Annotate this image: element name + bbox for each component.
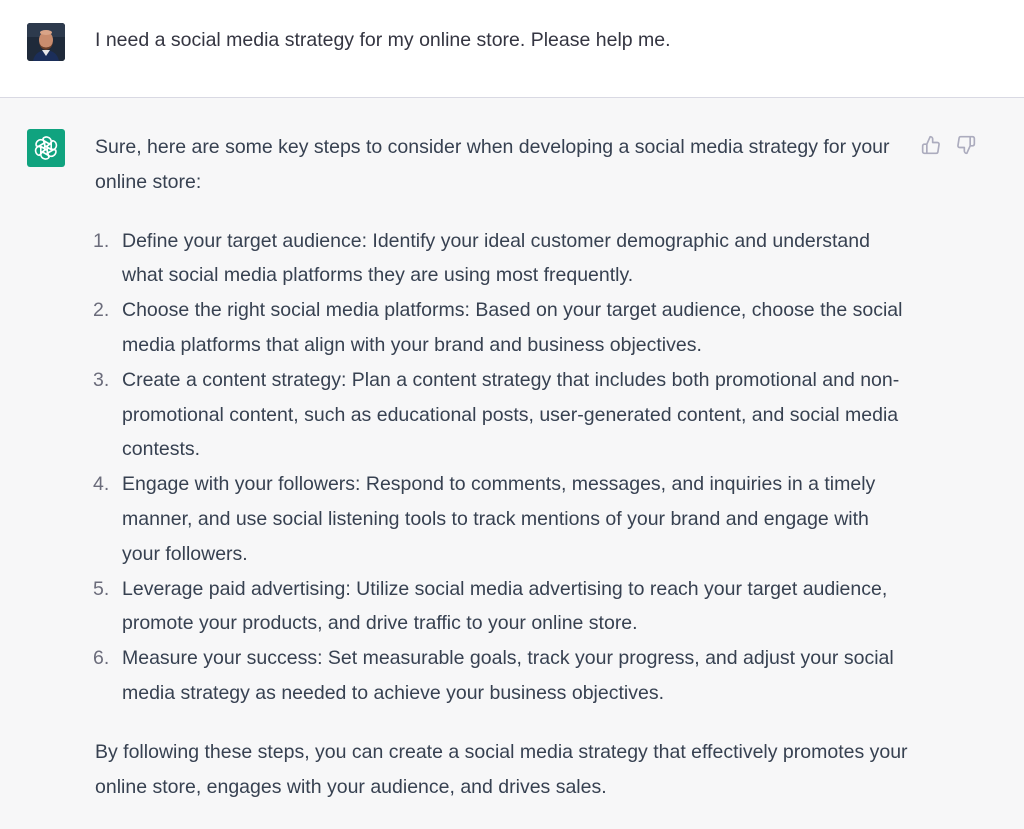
list-item <box>95 293 907 363</box>
assistant-intro-text: Sure, here are some key steps to consider when developing a social media strategy for your online store: <box>95 136 890 193</box>
step-number: 1. <box>93 229 110 252</box>
step-text: Leverage paid advertising: Utilize social media advertising to reach your target audience, promote your products, and drive traffic to your online store. <box>122 577 888 635</box>
list-item <box>95 467 907 571</box>
step-text: Measure your success: Set measurable goals, track your progress, and adjust your social media strategy as needed to achieve your business objectives. <box>122 647 894 704</box>
thumbs-up-icon[interactable] <box>920 134 942 156</box>
strategy-steps-list <box>95 224 915 711</box>
step-text: Choose the right social media platforms: Based on your target audience, choose the social media platforms that align with your brand and business objectives. <box>122 299 903 356</box>
assistant-message-content <box>95 130 915 804</box>
openai-logo-icon <box>27 129 65 167</box>
step-number: 4. <box>93 473 110 496</box>
step-text: Define your target audience: Identify your ideal customer demographic and understand what social media platforms they are using most frequently. <box>122 229 870 287</box>
user-avatar <box>27 23 65 61</box>
step-text: Create a content strategy: Plan a content strategy that includes both promotional and non-promotional content, such as educational posts, user-generated content, and social media contests. <box>122 368 900 461</box>
list-item <box>95 363 907 467</box>
list-item <box>95 224 907 294</box>
step-number: 6. <box>93 647 110 670</box>
step-number: 2. <box>93 299 110 322</box>
step-text: Engage with your followers: Respond to comments, messages, and inquiries in a timely manner, and use social listening tools to track mentions of your brand and engage with your followers. <box>122 473 876 565</box>
thumbs-down-icon[interactable] <box>955 134 977 156</box>
assistant-message-row <box>0 98 1024 829</box>
step-number: 3. <box>93 368 110 391</box>
step-number: 5. <box>93 577 110 600</box>
assistant-conclusion-text: By following these steps, you can create a social media strategy that effectively promotes your online store, engages with your audience, and drives sales. <box>95 740 908 798</box>
user-message-row <box>0 0 1024 98</box>
list-item <box>95 641 907 711</box>
list-item <box>95 572 907 642</box>
user-message-text: I need a social media strategy for my online store. Please help me. <box>95 29 671 51</box>
